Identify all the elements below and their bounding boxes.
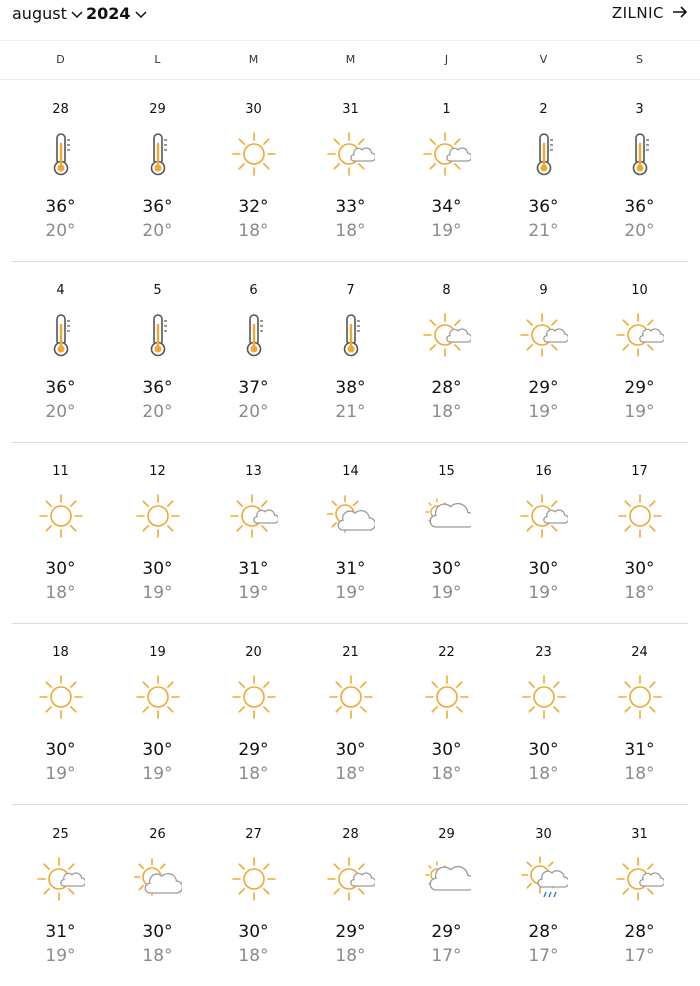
day-cell[interactable] <box>302 80 399 261</box>
low-temperature: 19° <box>142 764 173 784</box>
high-temperature: 30° <box>624 559 655 579</box>
day-cell[interactable] <box>205 805 302 986</box>
low-temperature: 18° <box>45 583 76 603</box>
day-number: 21 <box>342 645 359 660</box>
sun-icon <box>134 673 182 721</box>
low-temperature: 18° <box>431 764 462 784</box>
day-cell[interactable] <box>205 80 302 261</box>
weekday-label: S <box>636 53 643 66</box>
high-temperature: 32° <box>238 197 269 217</box>
low-temperature: 19° <box>528 402 559 422</box>
low-temperature: 19° <box>624 402 655 422</box>
sun-icon <box>134 492 182 540</box>
week-row <box>12 261 688 443</box>
day-number: 12 <box>149 464 166 479</box>
high-temperature: 31° <box>624 740 655 760</box>
day-number: 3 <box>635 102 644 117</box>
day-cell[interactable] <box>12 442 109 623</box>
sun-cloud-rain-icon <box>520 855 568 903</box>
sun-small-cloud-icon <box>37 855 85 903</box>
thermometer-icon <box>37 311 85 359</box>
low-temperature: 21° <box>335 402 366 422</box>
year-label: 2024 <box>86 4 131 23</box>
calendar-header <box>0 0 700 34</box>
day-number: 25 <box>52 827 69 842</box>
day-cell[interactable] <box>12 261 109 442</box>
weekday-label: V <box>539 53 548 66</box>
high-temperature: 30° <box>431 559 462 579</box>
day-cell[interactable] <box>109 80 206 261</box>
sun-small-cloud-icon <box>616 855 664 903</box>
high-temperature: 36° <box>528 197 559 217</box>
high-temperature: 30° <box>142 922 173 942</box>
day-cell[interactable] <box>495 442 592 623</box>
high-temperature: 36° <box>45 197 76 217</box>
high-temperature: 38° <box>335 378 366 398</box>
day-cell[interactable] <box>109 442 206 623</box>
day-cell[interactable] <box>205 623 302 804</box>
day-cell[interactable] <box>302 805 399 986</box>
high-temperature: 29° <box>431 922 462 942</box>
day-number: 26 <box>149 827 166 842</box>
day-number: 1 <box>442 102 451 117</box>
sun-small-cloud-icon <box>423 130 471 178</box>
day-cell[interactable] <box>12 80 109 261</box>
low-temperature: 19° <box>335 583 366 603</box>
day-cell[interactable] <box>495 261 592 442</box>
high-temperature: 29° <box>335 922 366 942</box>
low-temperature: 17° <box>624 946 655 966</box>
weekday-label: D <box>56 53 65 66</box>
partly-cloudy-icon <box>134 855 182 903</box>
day-number: 22 <box>438 645 455 660</box>
high-temperature: 30° <box>528 740 559 760</box>
thermometer-icon <box>134 130 182 178</box>
weekday-header-row <box>0 40 700 80</box>
day-cell[interactable] <box>109 623 206 804</box>
day-cell[interactable] <box>302 261 399 442</box>
low-temperature: 18° <box>335 221 366 241</box>
partly-cloudy-icon <box>327 492 375 540</box>
high-temperature: 28° <box>431 378 462 398</box>
day-number: 7 <box>346 283 355 298</box>
high-temperature: 34° <box>431 197 462 217</box>
low-temperature: 20° <box>238 402 269 422</box>
high-temperature: 37° <box>238 378 269 398</box>
low-temperature: 20° <box>45 402 76 422</box>
day-cell[interactable] <box>591 805 688 986</box>
low-temperature: 18° <box>238 221 269 241</box>
mostly-cloudy-icon <box>423 492 471 540</box>
day-number: 17 <box>631 464 648 479</box>
high-temperature: 31° <box>238 559 269 579</box>
thermometer-icon <box>37 130 85 178</box>
day-number: 30 <box>535 827 552 842</box>
day-number: 16 <box>535 464 552 479</box>
thermometer-icon <box>230 311 278 359</box>
high-temperature: 30° <box>142 740 173 760</box>
sun-icon <box>37 492 85 540</box>
day-number: 6 <box>249 283 258 298</box>
day-number: 11 <box>52 464 69 479</box>
day-number: 9 <box>539 283 548 298</box>
high-temperature: 33° <box>335 197 366 217</box>
day-number: 23 <box>535 645 552 660</box>
high-temperature: 30° <box>45 740 76 760</box>
day-cell[interactable] <box>591 261 688 442</box>
high-temperature: 36° <box>45 378 76 398</box>
week-row <box>12 80 688 262</box>
daily-link-label: ZILNIC <box>611 4 664 22</box>
week-row <box>12 805 688 986</box>
sun-small-cloud-icon <box>327 855 375 903</box>
day-cell[interactable] <box>12 623 109 804</box>
low-temperature: 18° <box>624 583 655 603</box>
high-temperature: 30° <box>335 740 366 760</box>
mostly-cloudy-icon <box>423 855 471 903</box>
thermometer-icon <box>520 130 568 178</box>
day-number: 5 <box>153 283 162 298</box>
day-number: 18 <box>52 645 69 660</box>
week-row <box>12 623 688 805</box>
sun-small-cloud-icon <box>423 311 471 359</box>
day-cell[interactable] <box>591 623 688 804</box>
day-number: 28 <box>52 102 69 117</box>
day-number: 15 <box>438 464 455 479</box>
day-cell[interactable] <box>398 80 495 261</box>
high-temperature: 31° <box>335 559 366 579</box>
low-temperature: 19° <box>528 583 559 603</box>
day-cell[interactable] <box>109 261 206 442</box>
low-temperature: 18° <box>238 764 269 784</box>
high-temperature: 29° <box>238 740 269 760</box>
day-cell[interactable] <box>591 442 688 623</box>
high-temperature: 36° <box>142 378 173 398</box>
low-temperature: 18° <box>238 946 269 966</box>
day-cell[interactable] <box>495 80 592 261</box>
day-cell[interactable] <box>398 805 495 986</box>
high-temperature: 36° <box>624 197 655 217</box>
high-temperature: 29° <box>624 378 655 398</box>
daily-view-link[interactable] <box>612 4 688 22</box>
sun-small-cloud-icon <box>230 492 278 540</box>
sun-small-cloud-icon <box>327 130 375 178</box>
day-cell[interactable] <box>398 442 495 623</box>
day-number: 31 <box>631 827 648 842</box>
day-number: 31 <box>342 102 359 117</box>
day-number: 8 <box>442 283 451 298</box>
low-temperature: 19° <box>238 583 269 603</box>
low-temperature: 18° <box>335 764 366 784</box>
high-temperature: 36° <box>142 197 173 217</box>
month-label: august <box>12 4 67 23</box>
thermometer-icon <box>327 311 375 359</box>
low-temperature: 19° <box>142 583 173 603</box>
day-number: 27 <box>245 827 262 842</box>
chevron-down-icon <box>71 4 83 23</box>
day-cell[interactable] <box>398 261 495 442</box>
day-cell[interactable] <box>495 623 592 804</box>
week-row <box>12 442 688 624</box>
high-temperature: 30° <box>528 559 559 579</box>
sun-icon <box>616 492 664 540</box>
sun-icon <box>37 673 85 721</box>
high-temperature: 28° <box>528 922 559 942</box>
day-number: 14 <box>342 464 359 479</box>
sun-icon <box>230 673 278 721</box>
day-cell[interactable] <box>591 80 688 261</box>
day-cell[interactable] <box>302 623 399 804</box>
high-temperature: 30° <box>45 559 76 579</box>
day-cell[interactable] <box>12 805 109 986</box>
high-temperature: 30° <box>142 559 173 579</box>
month-selector[interactable] <box>12 4 83 23</box>
low-temperature: 19° <box>431 221 462 241</box>
low-temperature: 20° <box>45 221 76 241</box>
weekday-label: J <box>444 53 449 66</box>
sun-small-cloud-icon <box>616 311 664 359</box>
thermometer-icon <box>134 311 182 359</box>
day-number: 10 <box>631 283 648 298</box>
sun-icon <box>423 673 471 721</box>
high-temperature: 30° <box>431 740 462 760</box>
low-temperature: 18° <box>624 764 655 784</box>
weekday-label: L <box>154 53 161 66</box>
sun-icon <box>230 130 278 178</box>
low-temperature: 19° <box>45 764 76 784</box>
high-temperature: 28° <box>624 922 655 942</box>
weekday-label: M <box>248 53 259 66</box>
chevron-down-icon <box>135 4 147 23</box>
day-number: 19 <box>149 645 166 660</box>
year-selector[interactable] <box>86 4 147 23</box>
sun-small-cloud-icon <box>520 311 568 359</box>
low-temperature: 17° <box>431 946 462 966</box>
sun-icon <box>327 673 375 721</box>
low-temperature: 19° <box>431 583 462 603</box>
day-number: 13 <box>245 464 262 479</box>
low-temperature: 20° <box>624 221 655 241</box>
low-temperature: 18° <box>335 946 366 966</box>
low-temperature: 17° <box>528 946 559 966</box>
arrow-right-icon <box>672 4 688 22</box>
low-temperature: 18° <box>431 402 462 422</box>
day-number: 28 <box>342 827 359 842</box>
low-temperature: 20° <box>142 402 173 422</box>
high-temperature: 30° <box>238 922 269 942</box>
day-number: 24 <box>631 645 648 660</box>
weekday-label: M <box>345 53 356 66</box>
sun-icon <box>616 673 664 721</box>
thermometer-icon <box>616 130 664 178</box>
day-number: 2 <box>539 102 548 117</box>
sun-icon <box>230 855 278 903</box>
low-temperature: 18° <box>142 946 173 966</box>
low-temperature: 19° <box>45 946 76 966</box>
day-cell[interactable] <box>302 442 399 623</box>
day-number: 29 <box>149 102 166 117</box>
sun-icon <box>520 673 568 721</box>
high-temperature: 29° <box>528 378 559 398</box>
day-number: 4 <box>56 283 65 298</box>
day-number: 20 <box>245 645 262 660</box>
low-temperature: 21° <box>528 221 559 241</box>
sun-small-cloud-icon <box>520 492 568 540</box>
day-cell[interactable] <box>398 623 495 804</box>
day-cell[interactable] <box>205 442 302 623</box>
day-cell[interactable] <box>205 261 302 442</box>
day-cell[interactable] <box>495 805 592 986</box>
day-number: 29 <box>438 827 455 842</box>
day-cell[interactable] <box>109 805 206 986</box>
low-temperature: 18° <box>528 764 559 784</box>
day-number: 30 <box>245 102 262 117</box>
high-temperature: 31° <box>45 922 76 942</box>
low-temperature: 20° <box>142 221 173 241</box>
